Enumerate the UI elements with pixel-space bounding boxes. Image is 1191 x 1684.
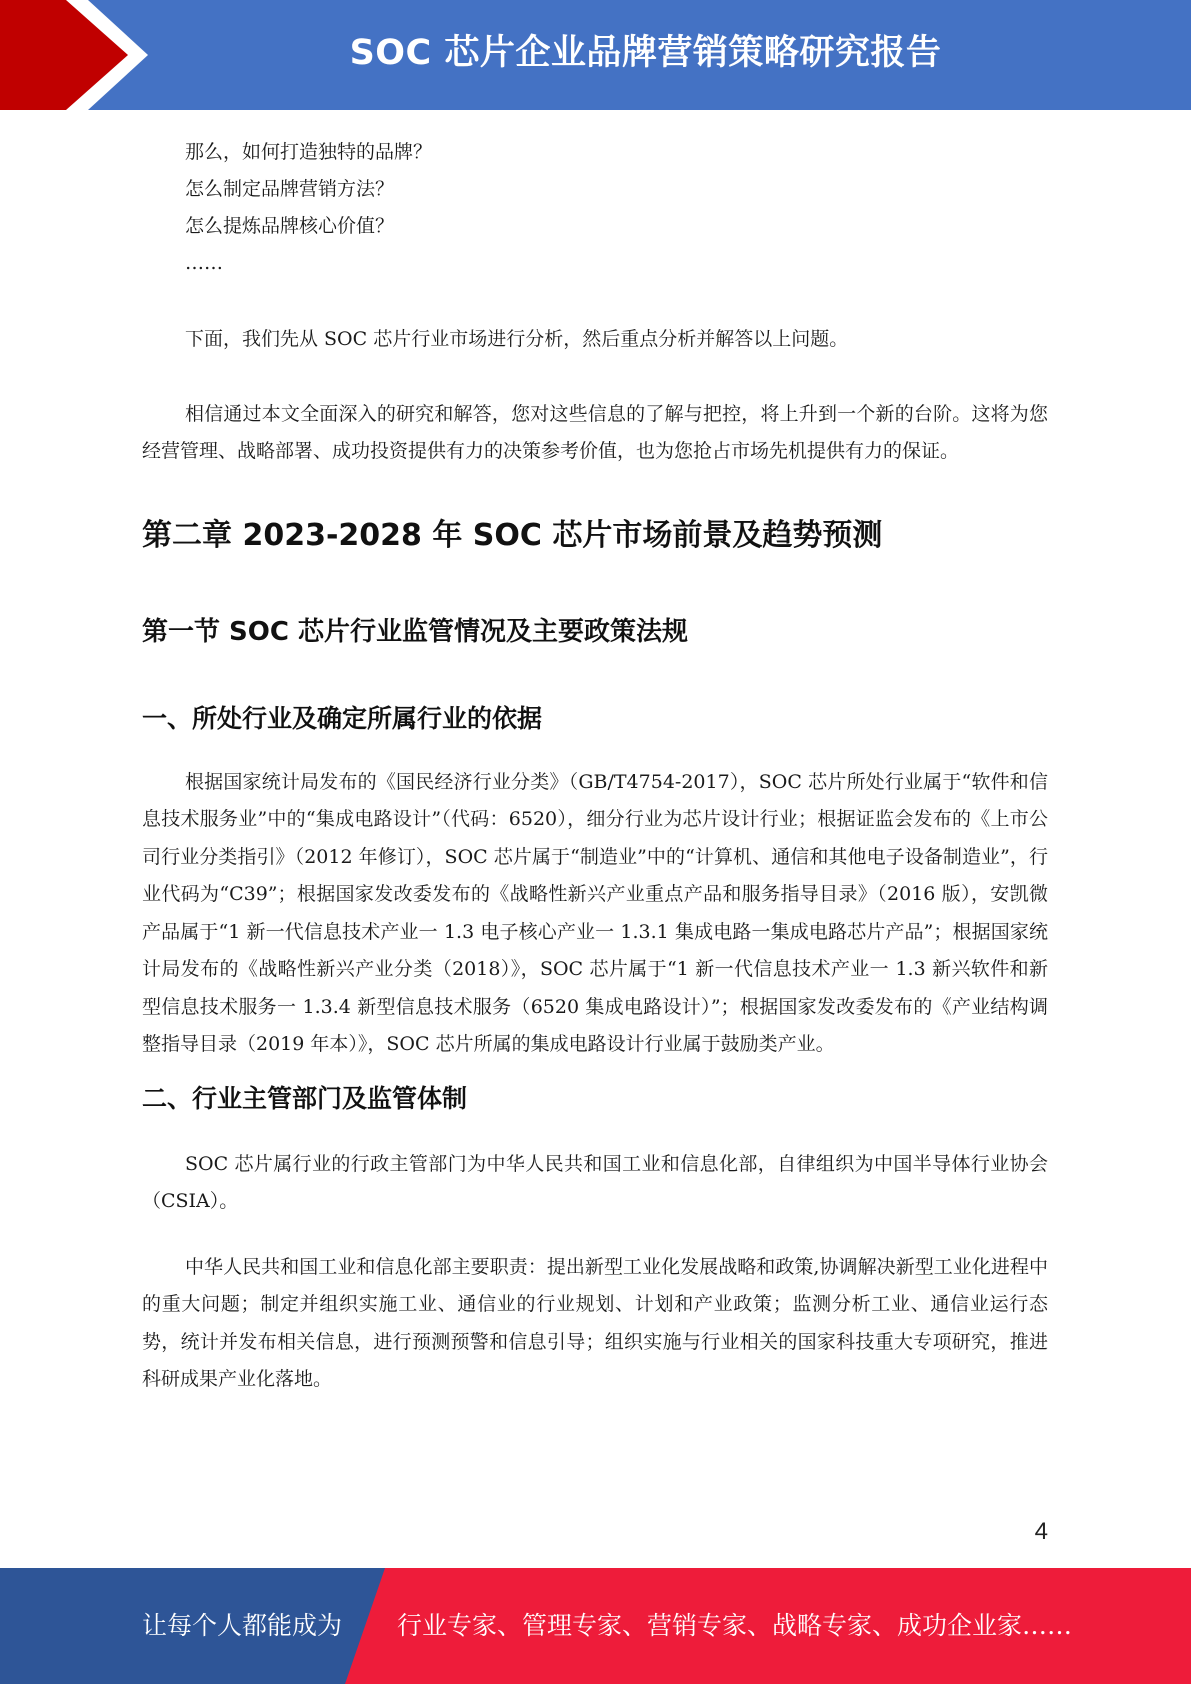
intro-paragraph-1: 下面，我们先从 SOC 芯片行业市场进行分析，然后重点分析并解答以上问题。 xyxy=(185,328,849,350)
subsection-title-2: 二、行业主管部门及监管体制 xyxy=(142,1083,468,1113)
report-title: SOC 芯片企业品牌营销策略研究报告 xyxy=(349,33,942,73)
page-number: 4 xyxy=(1034,1518,1048,1545)
section-title: 第一节 SOC 芯片行业监管情况及主要政策法规 xyxy=(142,616,689,647)
page-content xyxy=(142,134,1048,1399)
subsection-2-paragraph-2: 中华人民共和国工业和信息化部主要职责：提出新型工业化发展战略和政策,协调解决新型工业化进程中的重大问题；制定并组织实施工业、通信业的行业规划、计划和产业政策；监测分析工业、通信业运行态势，统计并发布相关信息，进行预测预警和信息引导；组织实施与行业相关的国家科技重大专项研究，推进科研成果产业化落地。 xyxy=(142,1255,1048,1390)
subsection-2-paragraph-1: SOC 芯片属行业的行政主管部门为中华人民共和国工业和信息化部，自律组织为中国半导体行业协会（CSIA）。 xyxy=(142,1152,1048,1212)
intro-question: 那么，如何打造独特的品牌？ xyxy=(185,141,433,163)
header-banner xyxy=(0,0,1191,110)
intro-ellipsis: …… xyxy=(185,252,223,274)
intro-question: 怎么提炼品牌核心价值？ xyxy=(185,215,395,237)
footer-banner xyxy=(0,1568,1191,1684)
footer-slogan-right: 行业专家、管理专家、营销专家、战略专家、成功企业家…… xyxy=(397,1611,1073,1640)
intro-question: 怎么制定品牌营销方法？ xyxy=(185,178,395,200)
footer-slogan-left: 让每个人都能成为 xyxy=(142,1611,343,1640)
chapter-title: 第二章 2023-2028 年 SOC 芯片市场前景及趋势预测 xyxy=(142,517,883,553)
subsection-title-1: 一、所处行业及确定所属行业的依据 xyxy=(142,703,543,733)
subsection-1-paragraph: 根据国家统计局发布的《国民经济行业分类》（GB/T4754-2017），SOC 芯片所处行业属于“软件和信息技术服务业”中的“集成电路设计”（代码：6520），细分行业为芯片设计行业；根据证监会发布的《上市公司行业分类指引》（2012 年修订），SOC 芯片属于“制造业”中的“计算机、通信和其他电子设备制造业”，行业代码为“C39”；根据国家发改委发布的《战略性新兴产业重点产品和服务指导目录》（2016 版），安凯微产品属于“1 新一代信息技术产业一 1.3 电子核心产业一 1.3.1 集成电路一集成电路芯片产品”；根据国家统计局发布的《战略性新兴产业分类（2018）》，SOC 芯片属于“1 新一代信息技术产业一 1.3 新兴软件和新型信息技术服务一 1.3.4 新型信息技术服务（6520 集成电路设计）”；根据国家发改委发布的《产业结构调整指导目录（2019 年本）》，SOC 芯片所属的集成电路设计行业属于鼓励类产业。 xyxy=(142,770,1048,1055)
intro-paragraph-2: 相信通过本文全面深入的研究和解答，您对这些信息的了解与把控，将上升到一个新的台阶。这将为您经营管理、战略部署、成功投资提供有力的决策参考价值，也为您抢占市场先机提供有力的保证。 xyxy=(142,402,1048,462)
